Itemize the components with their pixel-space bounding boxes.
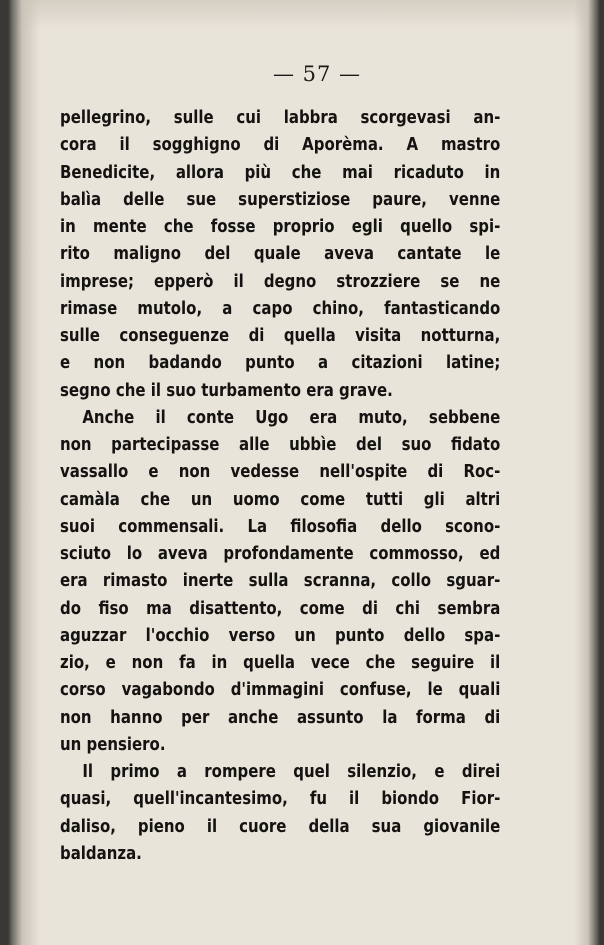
text-line: cora il sogghigno di Aporèma. A mastro (60, 135, 501, 156)
text-line: daliso, pieno il cuore della sua giovanile (60, 816, 501, 837)
text-line: pellegrino, sulle cui labbra scorgevasi an- (60, 108, 501, 128)
paragraph-2 (60, 405, 500, 759)
text-line: do fiso ma disattento, come di chi sembra (60, 598, 501, 619)
text-line: non partecipasse alle ubbìe del suo fidato (60, 435, 501, 455)
text-line: aguzzar l'occhio verso un punto dello spa- (60, 625, 501, 646)
text-line: suoi commensali. La filosofia dello scono- (60, 516, 501, 537)
text-line: non hanno per anche assunto la forma di (60, 707, 501, 728)
text-line: Anche il conte Ugo era muto, sebbene (82, 407, 501, 428)
text-line: un pensiero. (60, 734, 166, 755)
text-line: rimase mutolo, a capo chino, fantasticando (60, 298, 501, 319)
paragraph-3 (60, 759, 500, 868)
text-line: in mente che fosse proprio egli quello spi- (60, 217, 501, 237)
text-line: sciuto lo aveva profondamente commosso, ed (60, 544, 501, 564)
paragraph-1 (60, 105, 500, 405)
text-line: era rimasto inerte sulla scranna, collo sguar- (60, 571, 501, 592)
text-line: rito maligno del quale aveva cantate le (60, 244, 501, 265)
page-number: — 57 — (272, 62, 362, 86)
text-line: sulle conseguenze di quella visita notturna, (60, 326, 501, 346)
text-line: Il primo a rompere quel silenzio, e direi (82, 762, 501, 782)
text-line: baldanza. (60, 843, 142, 864)
text-line: balìa delle sue superstiziose paure, venne (60, 189, 501, 210)
text-line: vassallo e non vedesse nell'ospite di Roc- (60, 462, 501, 483)
text-line: quasi, quell'incantesimo, fu il biondo Fior- (60, 789, 501, 810)
text-line: camàla che un uomo come tutti gli altri (60, 489, 501, 510)
text-line: corso vagabondo d'immagini confuse, le quali (60, 680, 501, 701)
text-line: zio, e non fa in quella vece che seguire il (60, 653, 501, 673)
text-line: imprese; epperò il degno strozziere se ne (60, 271, 501, 292)
text-line: segno che il suo turbamento era grave. (60, 380, 393, 401)
text-line: e non badando punto a citazioni latine; (60, 353, 501, 374)
text-line: Benedicite, allora più che mai ricaduto in (60, 162, 501, 183)
body-text (60, 105, 500, 868)
